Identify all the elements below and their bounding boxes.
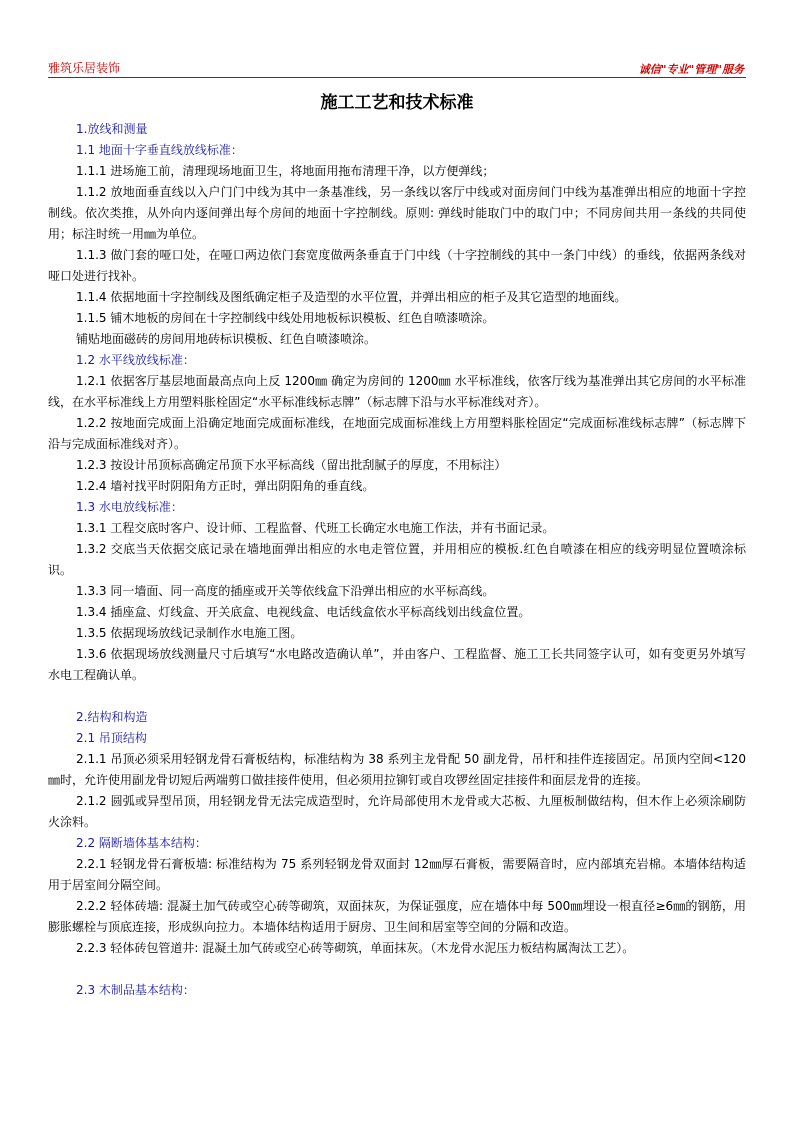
section-heading: 1.放线和测量	[76, 122, 148, 136]
paragraph: 2.2.3 轻体砖包管道井: 混凝土加气砖或空心砖等砌筑，单面抹灰。（木龙骨水泥压力板结构属淘汰工艺）。	[76, 941, 635, 955]
subsection-heading: 1.3 水电放线标准：	[76, 500, 183, 514]
paragraph: 1.2.1 依据客厅基层地面最高点向上反 1200㎜ 确定为房间的 1200㎜ 水平标准线，依客厅线为基准弹出其它房间的水平标准线，在水平标准线上方用塑料胀栓固定“水平标准线标志牌”（标志牌下沿与水平标准线对齐）。	[48, 374, 746, 409]
page-header	[0, 0, 794, 80]
header-divider	[48, 77, 746, 78]
paragraph: 1.3.4 插座盒、灯线盒、开关底盒、电视线盒、电话线盒依水平标高线划出线盒位置。	[76, 605, 531, 619]
paragraph: 1.1.1 进场施工前，清理现场地面卫生，将地面用拖布清理干净，以方便弹线；	[76, 164, 495, 178]
paragraph: 1.1.2 放地面垂直线以入户门门中线为其中一条基准线，另一条线以客厅中线或对面房间门中线为基准弹出相应的地面十字控制线。依次类推，从外向内逐间弹出每个房间的地面十字控制线。原则: 弹线时能取门中的取门中；不同房间共用一条线的共同使用；标注时统一用㎜为单位。	[48, 185, 746, 241]
subsection-heading: 2.3 木制品基本结构：	[76, 983, 195, 997]
paragraph: 铺贴地面磁砖的房间用地砖标识模板、红色自喷漆喷涂。	[76, 332, 377, 346]
paragraph: 2.1.1 吊顶必须采用轻钢龙骨石膏板结构，标准结构为 38 系列主龙骨配 50 副龙骨，吊杆和挂件连接固定。吊顶内空间<120㎜时，允许使用副龙骨切短后两端剪口做挂接件使用，但必须用拉铆钉或自攻锣丝固定挂接件和面层龙骨的连接。	[48, 752, 746, 787]
spacer	[48, 959, 746, 980]
paragraph: 1.1.3 做门套的哑口处，在哑口两边依门套宽度做两条垂直于门中线（十字控制线的其中一条门中线）的垂线，依据两条线对哑口处进行找补。	[48, 248, 746, 283]
paragraph: 1.2.3 按设计吊顶标高确定吊顶下水平标高线（留出批刮腻子的厚度，不用标注）	[76, 458, 507, 472]
subsection-heading: 2.1 吊顶结构	[76, 731, 147, 745]
paragraph: 2.1.2 圆弧或异型吊顶，用轻钢龙骨无法完成造型时，允许局部使用木龙骨或大芯板、九厘板制做结构，但木作上必须涂刷防火涂料。	[48, 794, 746, 829]
subsection-heading: 1.1 地面十字垂直线放线标准：	[76, 143, 243, 157]
paragraph: 1.1.4 依据地面十字控制线及图纸确定柜子及造型的水平位置，并弹出相应的柜子及其它造型的地面线。	[76, 290, 627, 304]
company-name: 雅筑乐居装饰	[48, 61, 121, 75]
paragraph: 1.3.2 交底当天依据交底记录在墙地面弹出相应的水电走管位置，并用相应的模板.红色自喷漆在相应的线旁明显位置喷涂标识。	[48, 542, 746, 577]
section-heading: 2.结构和构造	[76, 710, 148, 724]
paragraph: 1.3.5 依据现场放线记录制作水电施工图。	[76, 626, 303, 640]
spacer	[48, 686, 746, 707]
paragraph: 1.2.4 墙衬找平时阴阳角方正时，弹出阴阳角的垂直线。	[76, 479, 375, 493]
paragraph: 2.2.1 轻钢龙骨石膏板墙: 标准结构为 75 系列轻钢龙骨双面封 12㎜厚石膏板，需要隔音时，应内部填充岩棉。本墙体结构适用于居室间分隔空间。	[48, 857, 746, 892]
header-slogan: 诚信"专业"管理"服务	[638, 63, 744, 76]
paragraph: 1.2.2 按地面完成面上沿确定地面完成面标准线，在地面完成面标准线上方用塑料胀栓固定“完成面标准线标志牌”（标志牌下沿与完成面标准线对齐）。	[48, 416, 746, 451]
paragraph: 1.1.5 铺木地板的房间在十字控制线中线处用地板标识模板、红色自喷漆喷涂。	[76, 311, 495, 325]
paragraph: 1.3.6 依据现场放线测量尺寸后填写“水电路改造确认单”，并由客户、工程监督、施工工长共同签字认可，如有变更另外填写水电工程确认单。	[48, 647, 746, 682]
subsection-heading: 2.2 隔断墙体基本结构：	[76, 836, 207, 850]
paragraph: 1.3.1 工程交底时客户、设计师、工程监督、代班工长确定水电施工作法，并有书面记录。	[76, 521, 555, 535]
paragraph: 2.2.2 轻体砖墙: 混凝土加气砖或空心砖等砌筑，双面抹灰，为保证强度，应在墙体中每 500㎜埋设一根直径≥6㎜的钢筋，用膨胀螺栓与顶底连接，形成纵向拉力。本墙体结构适用于厨房、卫生间和居室等空间的分隔和改造。	[48, 899, 746, 934]
paragraph: 1.3.3 同一墙面、同一高度的插座或开关等依线盒下沿弹出相应的水平标高线。	[76, 584, 495, 598]
document-title: 施工工艺和技术标准	[320, 93, 474, 113]
subsection-heading: 1.2 水平线放线标准：	[76, 353, 195, 367]
document-body	[48, 119, 746, 1001]
